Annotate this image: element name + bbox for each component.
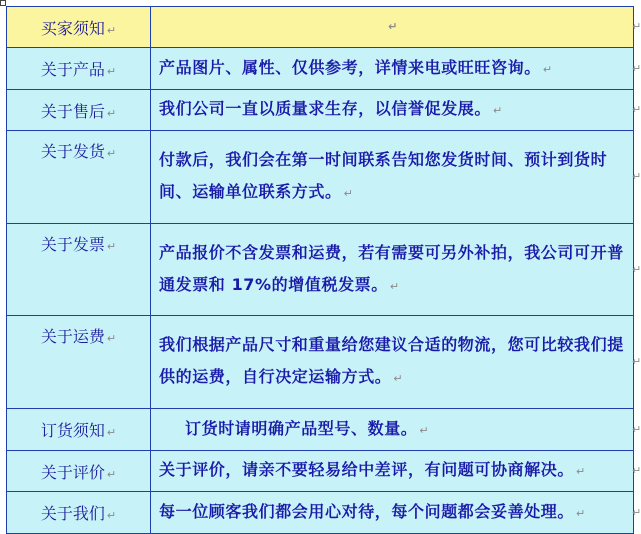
- row-end-mark-icon: ↵: [632, 20, 641, 33]
- paragraph-mark-icon: ↵: [542, 62, 553, 76]
- paragraph-mark-icon: ↵: [106, 106, 117, 120]
- row-key-cell[interactable]: [7, 409, 151, 451]
- row-value-text: 产品图片、属性、仅供参考，详情来电或旺旺咨询。: [159, 57, 541, 77]
- paragraph-mark-icon: ↵: [106, 65, 117, 78]
- row-key-label: 订货须知: [40, 421, 105, 440]
- row-value-text: 我们公司一直以质量求生存，以信誉促发展。: [159, 99, 492, 118]
- paragraph-mark-icon: ↵: [393, 372, 404, 385]
- paragraph-mark-icon: ↵: [576, 506, 586, 520]
- paragraph-mark-icon: ↵: [106, 332, 117, 345]
- row-key-cell[interactable]: [7, 90, 151, 131]
- row-value-cell[interactable]: [151, 492, 634, 534]
- paragraph-mark-icon: ↵: [106, 426, 117, 439]
- row-value-text: 产品报价不含发票和运费，若有需要可另外补拍，我公司可开普通发票和 17%的增值税发票。: [159, 242, 624, 294]
- paragraph-mark-icon: ↵: [343, 187, 354, 200]
- row-end-mark-icon: ↵: [632, 263, 641, 276]
- table-header-row: [7, 7, 634, 48]
- row-value-text: 付款后，我们会在第一时间联系告知您发货时间、预计到货时间、运输单位联系方式。: [159, 150, 608, 201]
- row-key-cell[interactable]: [7, 451, 151, 492]
- row-value-cell[interactable]: [151, 90, 634, 131]
- row-value-cell[interactable]: [151, 409, 634, 451]
- row-value-text: 每一位顾客我们都会用心对待，每个问题都会妥善处理。: [159, 501, 575, 521]
- table-row: [7, 224, 634, 316]
- paragraph-mark-icon: ↵: [388, 20, 398, 33]
- paragraph-mark-icon: ↵: [576, 465, 586, 478]
- header-title-cell[interactable]: [7, 7, 151, 48]
- table-row: [7, 131, 634, 224]
- paragraph-mark-icon: ↵: [493, 104, 503, 117]
- row-value-cell[interactable]: [151, 451, 634, 492]
- header-empty-cell[interactable]: [151, 7, 634, 48]
- row-key-label: 关于评价: [40, 462, 105, 482]
- paragraph-mark-icon: ↵: [419, 423, 430, 437]
- row-key-label: 关于运费: [40, 327, 105, 346]
- row-key-cell[interactable]: [7, 316, 151, 409]
- header-title: 买家须知: [40, 18, 105, 38]
- row-key-label: 关于产品: [40, 60, 105, 79]
- row-value-cell[interactable]: [151, 131, 634, 224]
- row-end-mark-icon: ↵: [632, 506, 641, 519]
- row-end-mark-icon: ↵: [632, 103, 641, 116]
- table-row: [7, 451, 634, 492]
- table-row: [7, 90, 634, 131]
- row-value-cell[interactable]: [151, 48, 634, 90]
- row-value-cell[interactable]: [151, 316, 634, 409]
- paragraph-mark-icon: ↵: [106, 23, 117, 37]
- row-end-mark-icon: ↵: [632, 464, 641, 477]
- row-value-text: 订货时请明确产品型号、数量。: [185, 418, 418, 438]
- table-row: [7, 48, 634, 90]
- row-key-cell[interactable]: [7, 48, 151, 90]
- row-value-text: 我们根据产品尺寸和重量给您建议合适的物流，您可比较我们提供的运费，自行决定运输方式。: [159, 335, 624, 386]
- row-key-label: 关于发货: [40, 142, 105, 161]
- row-key-cell[interactable]: [7, 224, 151, 316]
- row-end-mark-icon: ↵: [632, 170, 641, 183]
- paragraph-mark-icon: ↵: [106, 240, 117, 253]
- paragraph-mark-icon: ↵: [106, 467, 117, 481]
- table-row: [7, 409, 634, 451]
- paragraph-mark-icon: ↵: [106, 509, 117, 522]
- table-row: [7, 492, 634, 534]
- row-end-mark-icon: ↵: [632, 423, 641, 436]
- row-value-text: 关于评价，请亲不要轻易给中差评，有问题可协商解决。: [159, 460, 575, 479]
- row-key-label: 关于我们: [40, 504, 105, 523]
- table-row: [7, 316, 634, 409]
- row-key-label: 关于售后: [40, 101, 105, 121]
- row-value-cell[interactable]: [151, 224, 634, 316]
- row-key-cell[interactable]: [7, 131, 151, 224]
- paragraph-mark-icon: ↵: [106, 147, 117, 160]
- buyer-notice-table: [6, 6, 634, 534]
- row-end-mark-icon: ↵: [632, 62, 641, 75]
- row-key-cell[interactable]: [7, 492, 151, 534]
- row-end-mark-icon: ↵: [632, 355, 641, 368]
- row-key-label: 关于发票: [40, 235, 105, 254]
- paragraph-mark-icon: ↵: [389, 279, 400, 293]
